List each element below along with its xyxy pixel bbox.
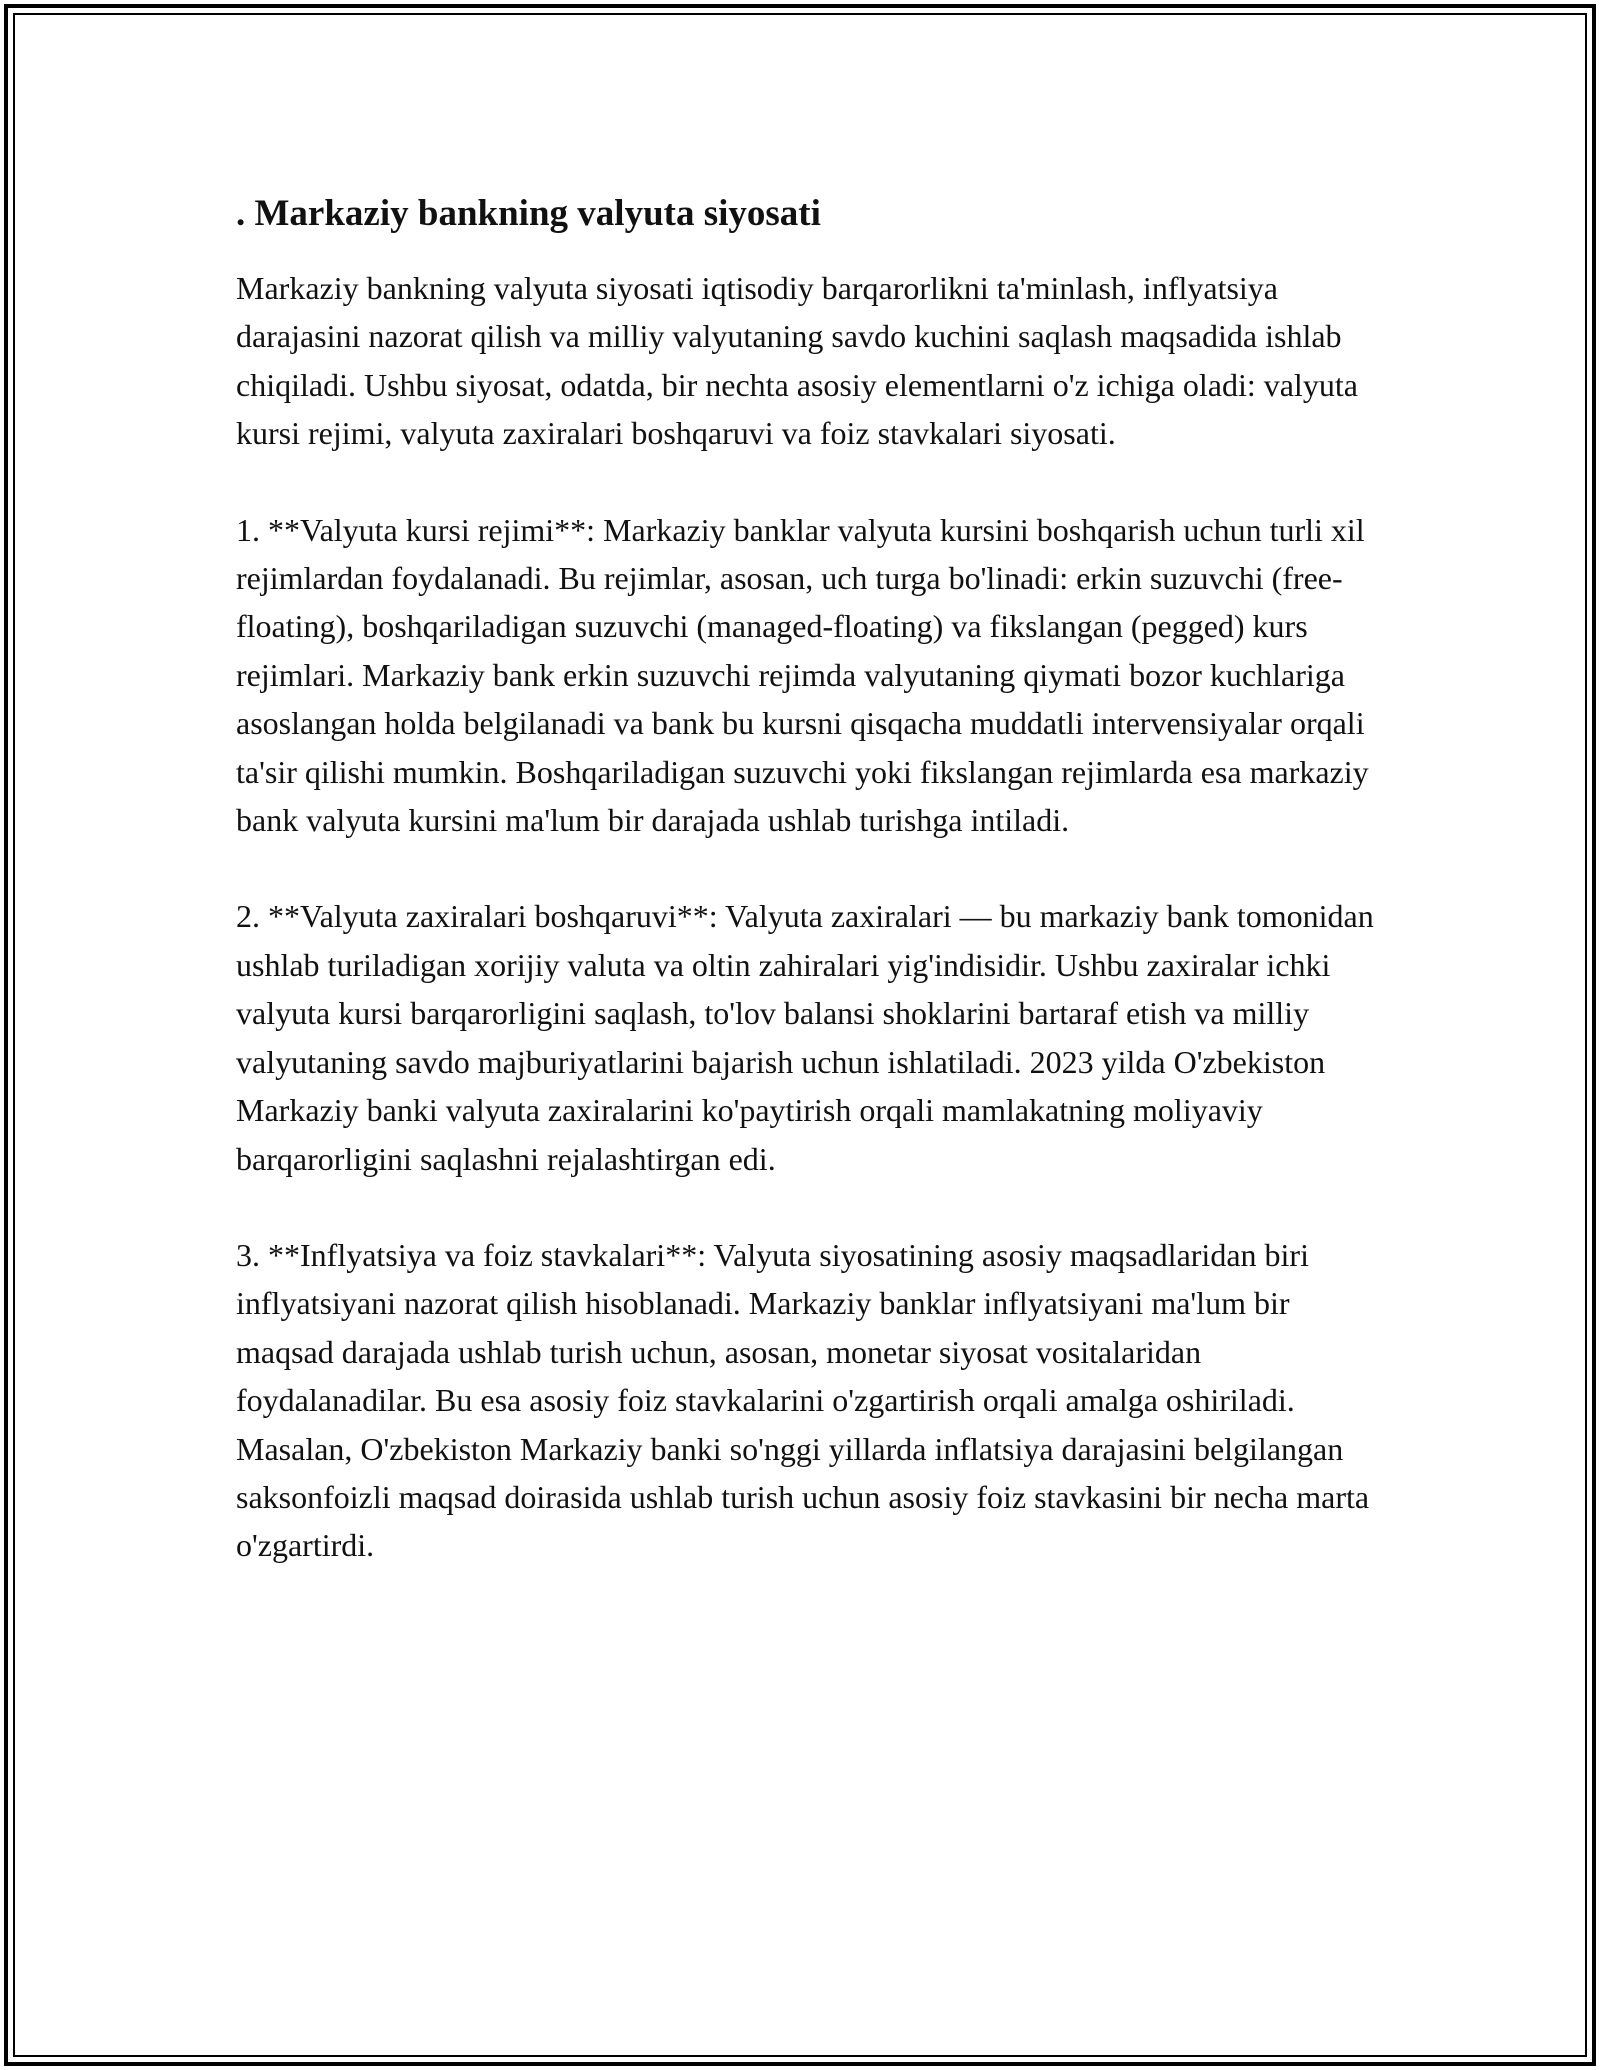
paragraph-exchange-rate-regime: 1. **Valyuta kursi rejimi**: Markaziy banklar valyuta kursini boshqarish uchun turli xil rejimlardan foydalanadi. Bu rejimlar, asosan, uch turga bo'linadi: erkin suzuvchi (free-floating), boshqariladigan suzuvchi (managed-floating) va fikslangan (pegged) kurs rejimlari. Markaziy bank erkin suzuvchi rejimda valyutaning qiymati bozor kuchlariga asoslangan holda belgilanadi va bank bu kursni qisqacha muddatli intervensiyalar orqali ta'sir qilishi mumkin. Boshqariladigan suzuvchi yoki fikslangan rejimlarda esa markaziy bank valyuta kursini ma'lum bir darajada ushlab turishga intiladi. [236, 511, 1369, 839]
intro-paragraph: Markaziy bankning valyuta siyosati iqtisodiy barqarorlikni ta'minlash, inflyatsiya darajasini nazorat qilish va milliy valyutaning savdo kuchini saqlash maqsadida ishlab chiqiladi. Ushbu siyosat, odatda, bir nechta asosiy elementlarni o'z ichiga oladi: valyuta kursi rejimi, valyuta zaxiralari boshqaruvi va foiz stavkalari siyosati. [236, 270, 1358, 452]
paragraph-inflation-interest-rates: 3. **Inflyatsiya va foiz stavkalari**: Valyuta siyosatining asosiy maqsadlaridan biri inflyatsiyani nazorat qilish hisoblanadi. Markaziy banklar inflyatsiyani ma'lum bir maqsad darajada ushlab turish uchun, asosan, monetar siyosat vositalaridan foydalanadilar. Bu esa asosiy foiz stavkalarini o'zgartirish orqali amalga oshiriladi. Masalan, O'zbekiston Markaziy banki so'nggi yillarda inflatsiya darajasini belgilangan saksonfoizli maqsad doirasida ushlab turish uchun asosiy foiz stavkasini bir necha marta o'zgartirdi. [236, 1236, 1370, 1564]
document-body [236, 186, 1376, 1618]
paragraph-reserves-management: 2. **Valyuta zaxiralari boshqaruvi**: Valyuta zaxiralari — bu markaziy bank tomonidan ushlab turiladigan xorijiy valuta va oltin zahiralari yig'indisidir. Ushbu zaxiralar ichki valyuta kursi barqarorligini saqlash, to'lov balansi shoklarini bartaraf etish va milliy valyutaning savdo majburiyatlarini bajarish uchun ishlatiladi. 2023 yilda O'zbekiston Markaziy banki valyuta zaxiralarini ko'paytirish orqali mamlakatning moliyaviy barqarorligini saqlashni rejalashtirgan edi. [236, 898, 1374, 1177]
document-title: . Markaziy bankning valyuta siyosati [236, 193, 821, 234]
